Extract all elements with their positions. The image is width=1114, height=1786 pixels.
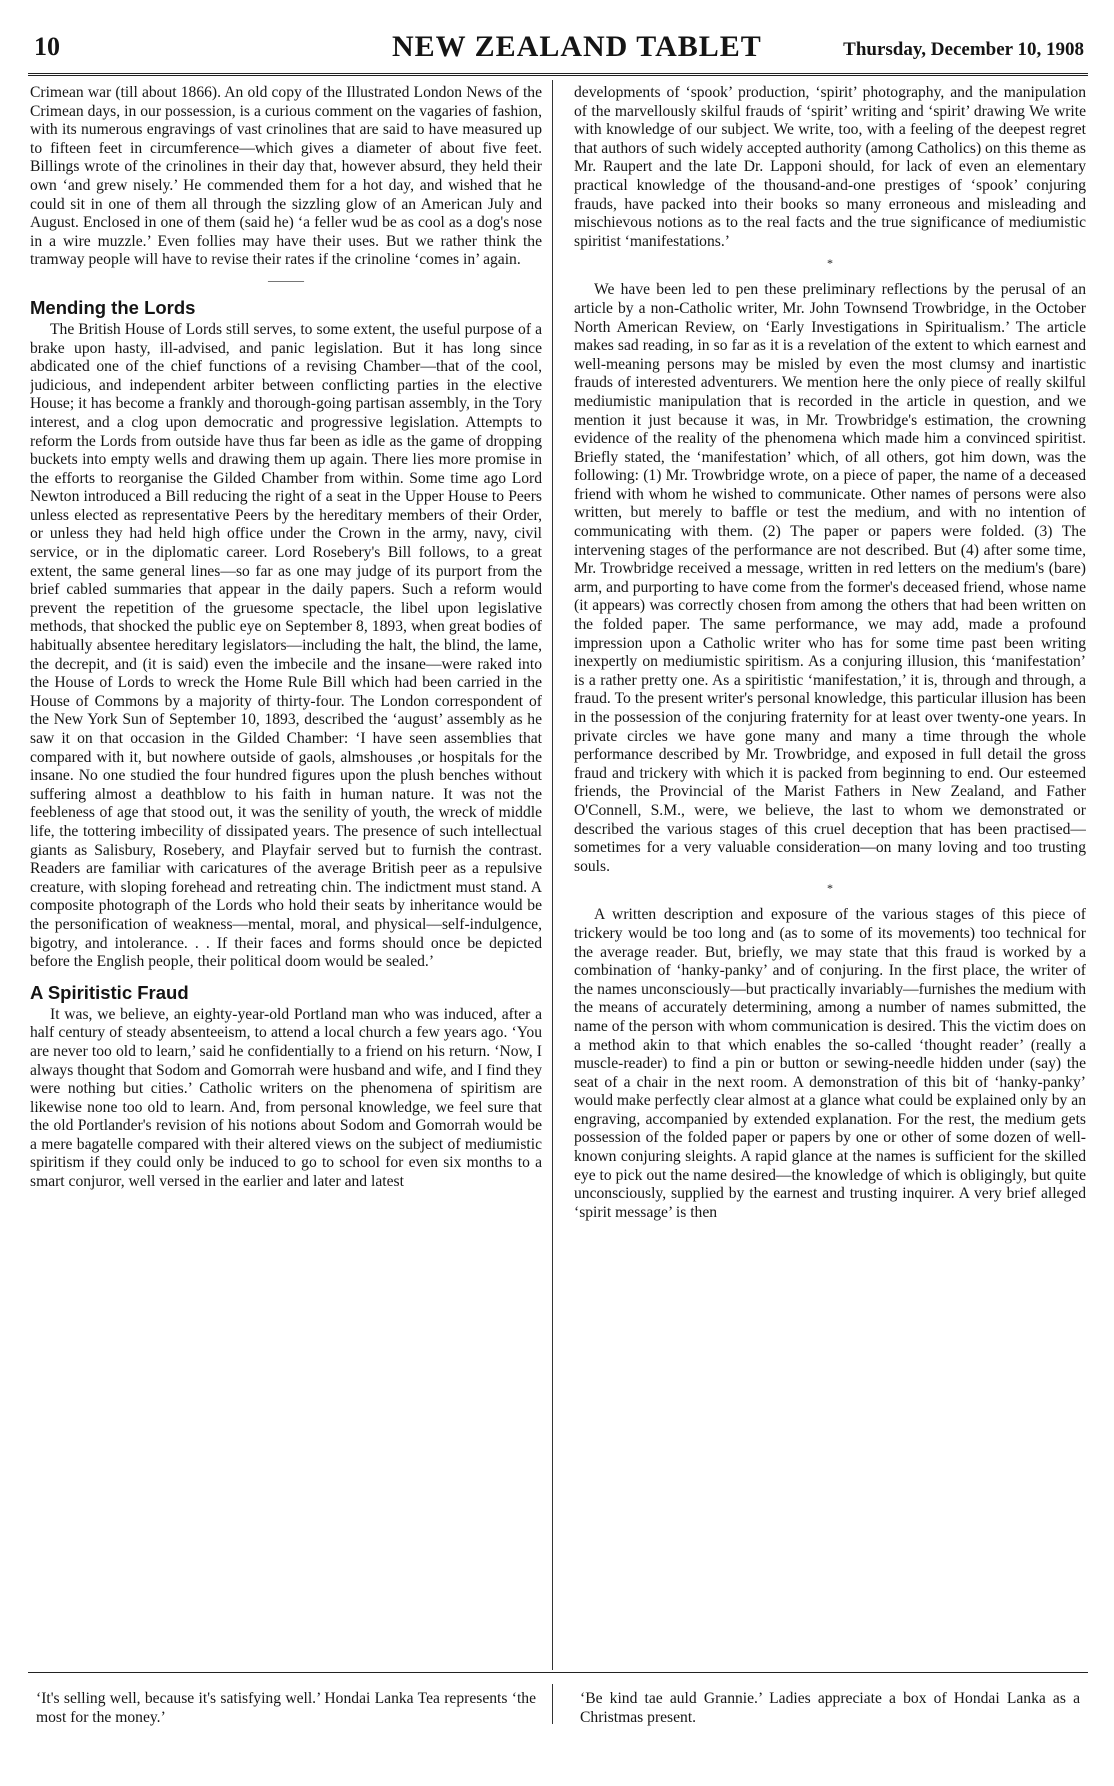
column-divider [552, 80, 553, 1670]
lords-article-body: The British House of Lords still serves, to some extent, the useful purpose of a brake upon hasty, ill-advised, and panic legislation. But it has long since abdicated one of the chief functions of a revising Chamber—that of the cool, judicious, and independent arbiter between conflicting parties in the elective House; it has become a frankly and thorough-going partisan assembly, in the Tory interest, and a clog upon democratic and progressive legislation. Attempts to reform the Lords from outside have thus far been as idle as the game of dropping buckets into empty wells and drawing them up again. There lies more promise in the efforts to reorganise the Gilded Chamber from within. Some time ago Lord Newton introduced a Bill reducing the right of a seat in the Upper House to Peers unless elected as representative Peers by the hereditary members of their Order, or unless they had held high office under the Crown in the army, navy, civil service, or in the diplomatic career. Lord Rosebery's Bill follows, to a great extent, the same general lines—so far as one may judge of its purport from the brief cabled summaries that appear in the daily papers. Such a reform would prevent the repetition of the gruesome spectacle, the libel upon legislative methods, that shocked the public eye on September 8, 1893, when great bodies of habitually absentee hereditary legislators—including the halt, the blind, the lame, the decrepit, and (it is said) even the imbecile and the insane—were raked into the House of Lords to wreck the Home Rule Bill which had been carried in the House of Commons by a majority of thirty-four. The London correspondent of the New York Sun of September 10, 1893, described the ‘august’ assembly as he saw it on that occasion in the Gilded Chamber: ‘I have seen assemblies that compared with it, but nowhere outside of gaols, almshouses ,or hospitals for the insane. No one studied the four hundred figures upon the plush benches without suffering almost a deathblow to his faith in human nature. It was not the feebleness of age that stood out, it was the senility of youth, the wreck of middle life, the tottering imbecility of dissipated years. The presence of such intellectual giants as Salisbury, Rosebery, and Playfair served but to furnish the contrast. Readers are familiar with caricatures of the average British peer as a repulsive creature, with sloping forehead and retreating chin. The indictment must stand. A composite photograph of the Lords who hold their seats by inheritance would be the personification of weakness—mental, moral, and physical—self-indulgence, bigotry, and intolerance. . . If their faces and forms should once be depicted before the English people, their political doom would be sealed.’ [30, 320, 542, 971]
masthead-rule [28, 73, 1088, 76]
footer-ad-right: ‘Be kind tae auld Grannie.’ Ladies appreciate a box of Hondai Lanka as a Christmas present. [580, 1690, 1080, 1726]
page-number: 10 [34, 32, 60, 61]
heading-mending-the-lords: Mending the Lords [30, 296, 196, 318]
issue-date: Thursday, December 10, 1908 [843, 39, 1084, 60]
masthead [28, 30, 1088, 74]
crinoline-paragraph: Crimean war (till about 1866). An old copy of the Illustrated London News of the Crimean days, in our possession, is a curious comment on the vagaries of fashion, with its numerous engravings of vast crinolines that are said to have measured up to fifteen feet in circumference—which gives a diameter of about five feet. Billings wrote of the crinolines in their day that, however absurd, they held their own ‘and grew nisely.’ He commended them for a hot day, and wished that he could sit in one of them all through the sizzling glow of an American July and August. Enclosed in one of them (said he) ‘a feller wud be as cool as a dog's nose in a wire muzzle.’ Even follies may have their uses. But we rather think the tramway people will have to revise their rates if the crinoline ‘comes in’ again. [30, 84, 542, 269]
trowbridge-paragraph: We have been led to pen these preliminary reflections by the perusal of an article by a non-Catholic writer, Mr. John Townsend Trowbridge, in the October North American Review, on ‘Early Investigations in Spiritualism.’ The article makes sad reading, in so far as it is a revelation of the extent to which earnest and well-meaning persons may be misled by even the most clumsy and inartistic frauds of interested adventurers. We mention here the only piece of really skilful mediumistic manipulation that is recorded in the article in question, and we mention it just because it was, in Mr. Trowbridge's estimation, the crowning evidence of the reality of the phenomena which made him a convinced spiritist. Briefly stated, the ‘manifestation’ which, of all others, got him down, was the following: (1) Mr. Trowbridge wrote, on a piece of paper, the name of a deceased friend with whom he wished to communicate. Other names of persons were also written, but merely to baffle or test the medium, and with no intention of communicating with them. (2) The paper or papers were folded. (3) The intervening stages of the performance are not described. But (4) after some time, Mr. Trowbridge received a message, written in red letters on the medium's (bare) arm, and purporting to have come from the former's deceased friend, whose name (it appears) was correctly chosen from among the others that had been written on the folded paper. The same performance, we may add, made a profound impression upon a Catholic writer who has for some time past been writing inexpertly on mediumistic spiritism. As a conjuring illusion, this ‘manifestation’ is a rather pretty one. As a spiritistic ‘manifestation,’ it is, through and through, a fraud. To the present writer's personal knowledge, this particular illusion has been in the possession of the conjuring fraternity for at least over twenty-one years. In private circles we have gone many and many a time through the whole performance described by Mr. Trowbridge, and exposed in full detail the gross fraud and trickery with which it is packed from beginning to end. Our esteemed friends, the Provincial of the Marist Fathers in New Zealand, and Father O'Connell, S.M., were, we believe, the last to whom we demonstrated or described the various stages of this cruel deception that has been practised—sometimes for a very valuable consideration—on many loving and too trusting souls. [574, 281, 1086, 875]
footer-rule [28, 1672, 1088, 1673]
left-column [30, 84, 542, 1666]
paragraph-star-separator: * [827, 256, 833, 271]
footer-ad-left: ‘It's selling well, because it's satisfying well.’ Hondai Lanka Tea represents ‘the most for the money.’ [36, 1690, 536, 1726]
trickery-paragraph: A written description and exposure of the various stages of this piece of trickery would be too long and (as to some of its movements) too technical for the average reader. But, briefly, we may state that this fraud is worked by a combination of ‘hanky-panky’ and of conjuring. In the first place, the writer of the names unconsciously—but practically invariably—furnishes the medium with the means of accurately determining, among a number of names submitted, the name of the person with whom communication is desired. This the victim does on a method akin to that which enables the so-called ‘thought reader’ (really a muscle-reader) to find a pin or button or sewing-needle hidden under (say) the seat of a chair in the next room. A demonstration of this bit of ‘hanky-panky’ would make perfectly clear almost at a glance what could be explained only by an engraving, accompanied by extended explanation. For the rest, the medium gets possession of the folded paper or papers by one or other of some dozen of well-known conjuring sleights. A rapid glance at the names is sufficient for the skilled eye to pick out the name desired—the knowledge of which is obligingly, but quite unconsciously, supplied by the earnest and trusting inquirer. A very brief alleged ‘spirit message’ is then [574, 906, 1086, 1221]
spook-paragraph: developments of ‘spook’ production, ‘spirit’ photography, and the manipulation of the marvellously skilful frauds of ‘spirit’ writing and ‘spirit’ drawing We write with knowledge of our subject. We write, too, with a feeling of the deepest regret that authors of such widely accepted authority (among Catholics) on this theme as Mr. Raupert and the late Dr. Lapponi should, for lack of even an elementary practical knowledge of the thousand-and-one prestiges of ‘spook’ conjuring frauds, have packed into their books so many erroneous and misleading and mischievous notions as to the real facts and the true significance of mediumistic spiritist ‘manifestations.’ [574, 84, 1086, 250]
newspaper-title: NEW ZEALAND TABLET [392, 30, 762, 63]
footer-divider [552, 1684, 553, 1724]
section-separator: ——— [268, 272, 304, 287]
fraud-article-body: It was, we believe, an eighty-year-old Portland man who was induced, after a half century of steady absenteeism, to attend a local church a few years ago. ‘You are never too old to learn,’ said he confidentially to a friend on his return. ‘Now, I always thought that Sodom and Gomorrah were husband and wife, and I find they were nothing but cities.’ Catholic writers on the phenomena of spiritism are likewise none too old to learn. And, from personal knowledge, we feel sure that the old Portlander's revision of his notions about Sodom and Gomorrah would be a mere bagatelle compared with their altered views on the subject of mediumistic spiritism if they could only be induced to go to school for even six months to a smart conjuror, well versed in the earlier and later and latest [30, 1005, 542, 1191]
heading-spiritistic-fraud: A Spiritistic Fraud [30, 981, 189, 1003]
paragraph-star-separator-2: * [827, 881, 833, 896]
right-column [574, 84, 1086, 1666]
